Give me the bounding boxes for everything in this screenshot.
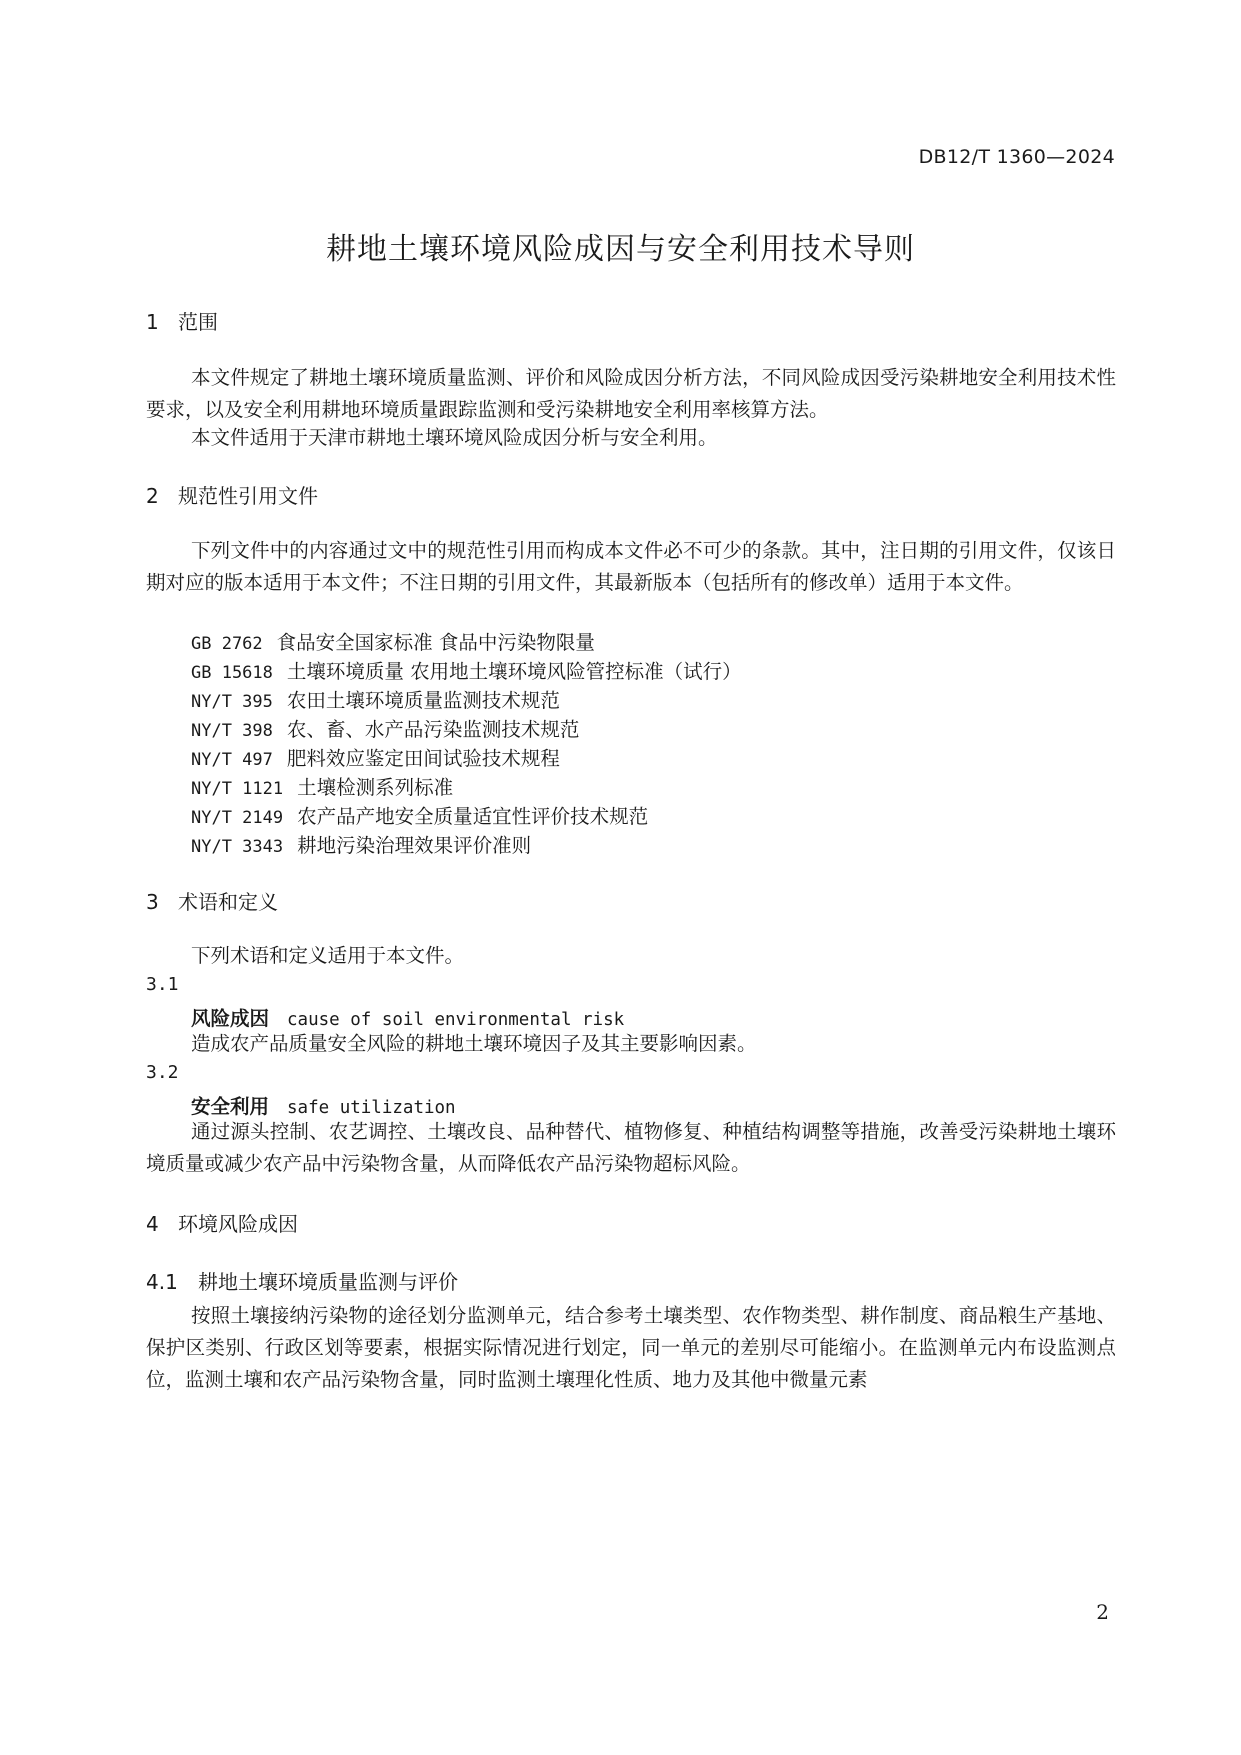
subsection-4-1-heading bbox=[146, 1266, 458, 1295]
section-title: 范围 bbox=[178, 310, 218, 334]
reference-title: 土壤环境质量 农用地土壤环境风险管控标准（试行） bbox=[286, 660, 742, 683]
term-number: 3.1 bbox=[146, 974, 179, 995]
section-number: 1 bbox=[146, 310, 159, 334]
term-number: 3.2 bbox=[146, 1062, 179, 1083]
reference-item bbox=[191, 772, 453, 800]
term-heading bbox=[191, 1003, 624, 1031]
term-en: safe utilization bbox=[287, 1098, 456, 1118]
reference-item bbox=[191, 685, 560, 713]
reference-code: NY/T 2149 bbox=[191, 808, 284, 828]
reference-code: NY/T 497 bbox=[191, 750, 273, 770]
reference-code: NY/T 395 bbox=[191, 692, 273, 712]
reference-code: NY/T 1121 bbox=[191, 779, 284, 799]
section-1-heading bbox=[146, 306, 218, 335]
page-number: 2 bbox=[1096, 1600, 1109, 1624]
reference-item bbox=[191, 714, 579, 742]
reference-title: 肥料效应鉴定田间试验技术规程 bbox=[286, 747, 560, 770]
reference-code: GB 2762 bbox=[191, 634, 263, 654]
reference-title: 土壤检测系列标准 bbox=[297, 776, 454, 799]
reference-item bbox=[191, 743, 560, 771]
term-zh: 风险成因 bbox=[191, 1007, 270, 1030]
term-heading bbox=[191, 1091, 456, 1119]
section-title: 规范性引用文件 bbox=[178, 484, 318, 508]
term-en: cause of soil environmental risk bbox=[287, 1010, 625, 1030]
reference-title: 耕地污染治理效果评价准则 bbox=[297, 834, 532, 857]
section-2-intro: 下列文件中的内容通过文中的规范性引用而构成本文件必不可少的条款。其中，注日期的引用文件，仅该日期对应的版本适用于本文件；不注日期的引用文件，其最新版本（包括所有的修改单）适用于本文件。 bbox=[146, 539, 1116, 594]
reference-title: 农田土壤环境质量监测技术规范 bbox=[286, 689, 560, 712]
section-1-paragraph-2: 本文件适用于天津市耕地土壤环境风险成因分析与安全利用。 bbox=[191, 426, 718, 449]
term-zh: 安全利用 bbox=[191, 1095, 270, 1118]
standard-code: DB12/T 1360—2024 bbox=[918, 146, 1115, 168]
section-1-paragraph-1: 本文件规定了耕地土壤环境质量监测、评价和风险成因分析方法，不同风险成因受污染耕地安全利用技术性要求，以及安全利用耕地环境质量跟踪监测和受污染耕地安全利用率核算方法。 bbox=[146, 366, 1116, 421]
section-2-heading bbox=[146, 480, 318, 509]
section-4-heading bbox=[146, 1208, 298, 1237]
reference-title: 农、畜、水产品污染监测技术规范 bbox=[286, 718, 580, 741]
reference-item bbox=[191, 656, 742, 684]
subsection-4-1-paragraph: 按照土壤接纳污染物的途径划分监测单元，结合参考土壤类型、农作物类型、耕作制度、商品粮生产基地、保护区类别、行政区划等要素，根据实际情况进行划定，同一单元的差别尽可能缩小。在监测单元内布设监测点位，监测土壤和农产品污染物含量，同时监测土壤理化性质、地力及其他中微量元素 bbox=[146, 1304, 1116, 1391]
document-title: 耕地土壤环境风险成因与安全利用技术导则 bbox=[326, 232, 915, 267]
subsection-title: 耕地土壤环境质量监测与评价 bbox=[198, 1270, 458, 1294]
reference-code: NY/T 398 bbox=[191, 721, 273, 741]
subsection-number: 4.1 bbox=[146, 1270, 178, 1294]
section-number: 4 bbox=[146, 1212, 159, 1236]
reference-item bbox=[191, 801, 648, 829]
section-number: 3 bbox=[146, 890, 159, 914]
section-number: 2 bbox=[146, 484, 159, 508]
reference-title: 农产品产地安全质量适宜性评价技术规范 bbox=[297, 805, 649, 828]
reference-title: 食品安全国家标准 食品中污染物限量 bbox=[276, 631, 595, 654]
reference-code: NY/T 3343 bbox=[191, 837, 284, 857]
section-3-heading bbox=[146, 886, 278, 915]
section-3-intro: 下列术语和定义适用于本文件。 bbox=[191, 944, 465, 967]
reference-code: GB 15618 bbox=[191, 663, 273, 683]
section-title: 环境风险成因 bbox=[178, 1212, 298, 1236]
section-title: 术语和定义 bbox=[178, 890, 278, 914]
reference-item bbox=[191, 627, 595, 655]
reference-item bbox=[191, 830, 531, 858]
term-definition: 通过源头控制、农艺调控、土壤改良、品种替代、植物修复、种植结构调整等措施，改善受污染耕地土壤环境质量或减少农产品中污染物含量，从而降低农产品污染物超标风险。 bbox=[146, 1120, 1116, 1175]
term-definition: 造成农产品质量安全风险的耕地土壤环境因子及其主要影响因素。 bbox=[191, 1032, 757, 1055]
